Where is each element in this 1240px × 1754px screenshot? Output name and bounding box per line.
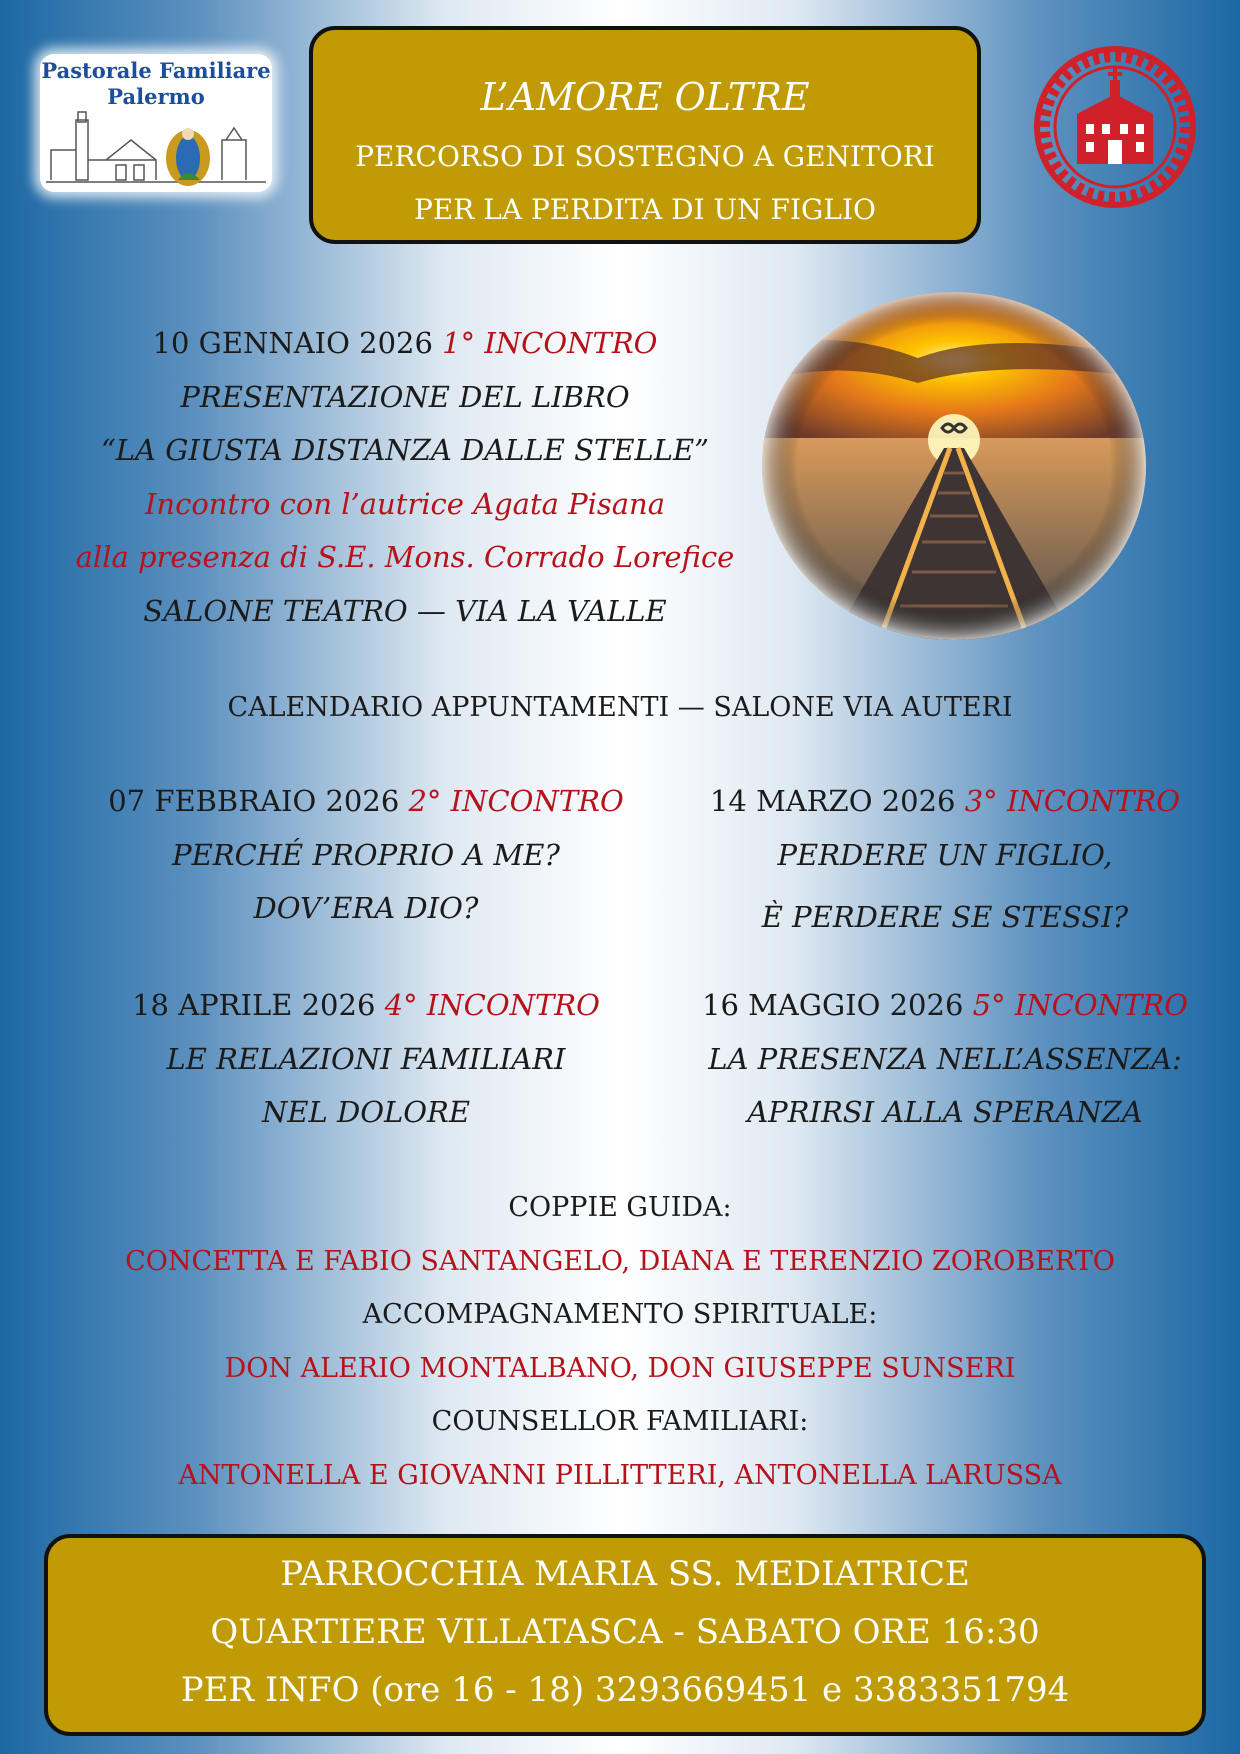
meeting-3-line-2: È PERDERE SE STESSI?	[761, 900, 1129, 934]
logo-line-2: Palermo	[107, 84, 205, 109]
location-and-time: QUARTIERE VILLATASCA - SABATO ORE 16:30	[210, 1612, 1040, 1652]
event-title: L’AMORE OLTRE	[480, 75, 810, 119]
first-meeting-venue: SALONE TEATRO — VIA LA VALLE	[143, 594, 667, 628]
meeting-2-date: 07 FEBBRAIO 2026	[108, 784, 400, 818]
cathedral-sketch-icon	[46, 110, 266, 188]
title-box	[309, 26, 981, 244]
meeting-2-number: 2° INCONTRO	[408, 784, 624, 818]
meeting-3-number: 3° INCONTRO	[964, 784, 1181, 818]
parish-seal-icon	[1032, 44, 1198, 210]
spiritual-guidance-names: DON ALERIO MONTALBANO, DON GIUSEPPE SUNSERI	[224, 1353, 1016, 1384]
meeting-2	[40, 784, 692, 944]
meeting-2-heading	[40, 784, 692, 818]
first-meeting-author: Incontro con l’autrice Agata Pisana	[144, 487, 666, 521]
first-meeting-book-title: “LA GIUSTA DISTANZA DALLE STELLE”	[100, 433, 710, 467]
meeting-3	[690, 784, 1200, 954]
first-meeting-number: 1° INCONTRO	[442, 326, 658, 360]
sunset-railway-image	[758, 288, 1150, 644]
meeting-5	[690, 988, 1200, 1148]
meeting-5-line-2: APRIRSI ALLA SPERANZA	[747, 1095, 1143, 1129]
footer-box	[44, 1534, 1206, 1736]
guide-couples-label: COPPIE GUIDA:	[508, 1192, 732, 1223]
meeting-4	[40, 988, 692, 1148]
meeting-5-date: 16 MAGGIO 2026	[702, 988, 964, 1022]
meeting-4-line-1: LE RELAZIONI FAMILIARI	[166, 1042, 566, 1076]
first-meeting-guest: alla presenza di S.E. Mons. Corrado Lorefice	[75, 540, 735, 574]
guide-couples-names: CONCETTA E FABIO SANTANGELO, DIANA E TERENZIO ZOROBERTO	[125, 1246, 1115, 1277]
logo-line-1: Pastorale Familiare	[41, 58, 271, 83]
event-subtitle-2: PER LA PERDITA DI UN FIGLIO	[414, 193, 876, 226]
first-meeting-heading	[40, 326, 770, 360]
spiritual-guidance-label: ACCOMPAGNAMENTO SPIRITUALE:	[362, 1299, 878, 1330]
parish-name: PARROCCHIA MARIA SS. MEDIATRICE	[280, 1554, 970, 1594]
meeting-4-number: 4° INCONTRO	[384, 988, 600, 1022]
meeting-5-line-1: LA PRESENZA NELL’ASSENZA:	[708, 1042, 1182, 1076]
meeting-2-line-2: DOV’ERA DIO?	[253, 891, 479, 925]
meeting-3-date: 14 MARZO 2026	[709, 784, 956, 818]
meeting-2-line-1: PERCHÉ PROPRIO A ME?	[172, 838, 560, 872]
meeting-5-number: 5° INCONTRO	[972, 988, 1188, 1022]
meeting-4-line-2: NEL DOLORE	[261, 1095, 471, 1129]
pastorale-familiare-logo	[40, 54, 272, 192]
meeting-4-date: 18 APRILE 2026	[132, 988, 376, 1022]
contact-info: PER INFO (ore 16 - 18) 3293669451 e 3383351794	[180, 1670, 1070, 1710]
meeting-5-heading	[690, 988, 1200, 1022]
meeting-3-heading	[690, 784, 1200, 818]
first-meeting-block	[40, 320, 770, 628]
calendar-heading: CALENDARIO APPUNTAMENTI — SALONE VIA AUTERI	[227, 692, 1013, 723]
first-meeting-date: 10 GENNAIO 2026	[152, 326, 433, 360]
event-subtitle-1: PERCORSO DI SOSTEGNO A GENITORI	[355, 140, 935, 173]
credits-block	[0, 1192, 1240, 1502]
meeting-3-line-1: PERDERE UN FIGLIO,	[777, 838, 1113, 872]
first-meeting-line-1: PRESENTAZIONE DEL LIBRO	[180, 380, 630, 414]
counsellor-names: ANTONELLA E GIOVANNI PILLITTERI, ANTONELLA LARUSSA	[178, 1460, 1062, 1491]
counsellor-label: COUNSELLOR FAMILIARI:	[431, 1406, 809, 1437]
meeting-4-heading	[40, 988, 692, 1022]
